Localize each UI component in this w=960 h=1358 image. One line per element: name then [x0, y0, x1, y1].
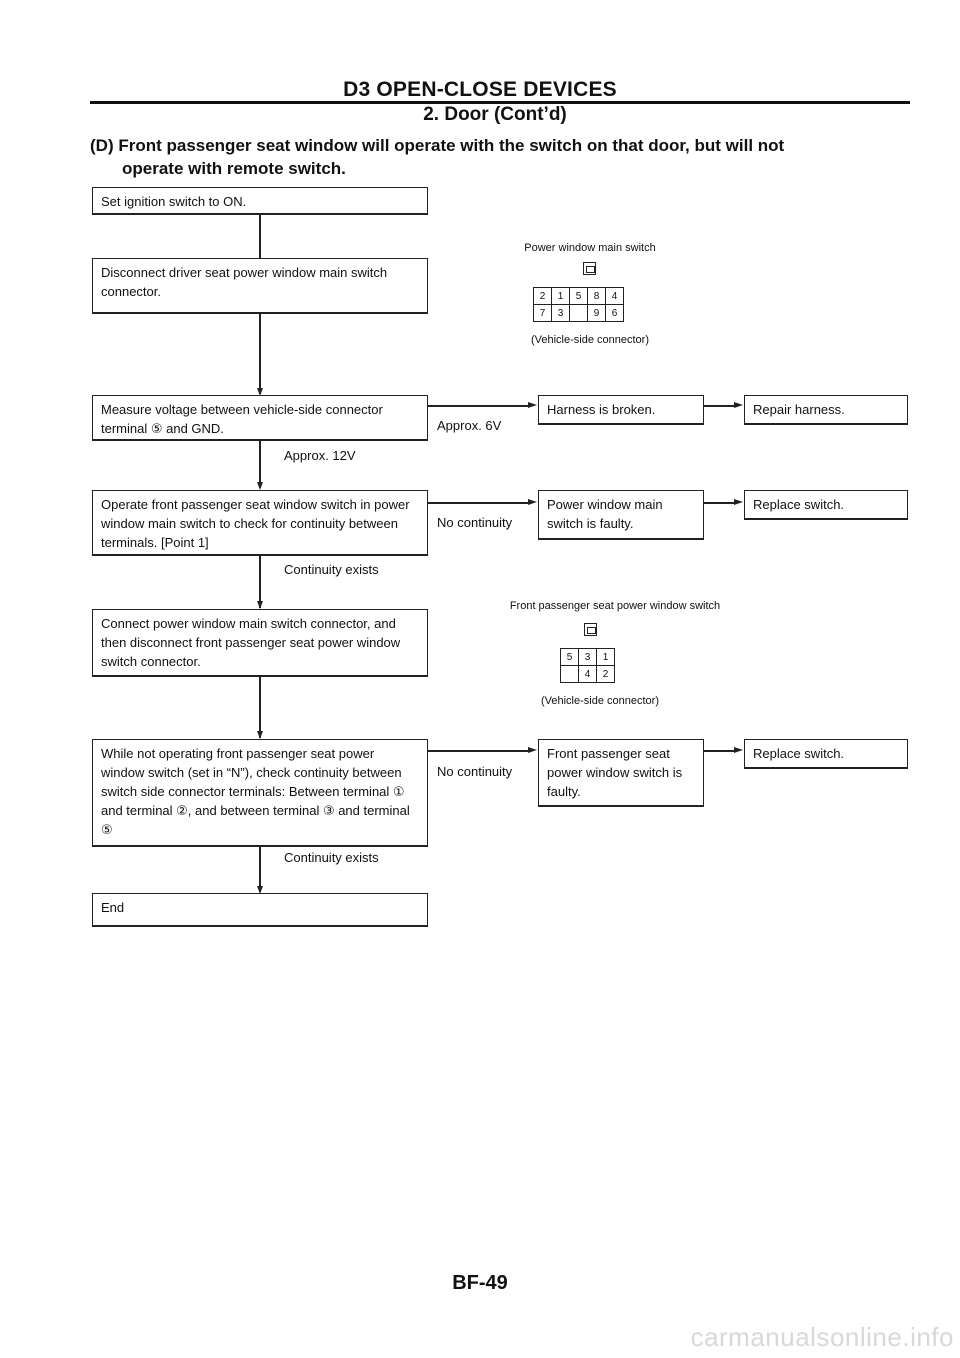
pin-cell: 5 [570, 288, 588, 305]
label-no-continuity: No continuity [437, 764, 513, 779]
step-measure-voltage: Measure voltage between vehicle-side connector terminal ⑤ and GND. [92, 395, 428, 441]
pin-cell: 4 [579, 666, 597, 683]
connector-passenger-title: Front passenger seat power window switch [509, 600, 721, 612]
label-approx-12v: Approx. 12V [284, 448, 356, 463]
action-repair-harness: Repair harness. [744, 395, 908, 425]
pin-cell: 9 [588, 305, 606, 322]
arrow-right-icon [734, 747, 743, 753]
label-continuity-exists: Continuity exists [284, 850, 379, 865]
branch-connector [428, 502, 530, 504]
pin-cell: 1 [552, 288, 570, 305]
flow-connector [259, 440, 261, 488]
step-check-continuity-main: Operate front passenger seat window switch in power window main switch to check for continuity between terminals. [Point 1] [92, 490, 428, 556]
pin-cell: 2 [534, 288, 552, 305]
connector-key-icon [583, 262, 596, 275]
arrow-down-icon [257, 731, 263, 739]
pin-cell [570, 305, 588, 322]
procedure-heading [90, 134, 890, 180]
label-no-continuity: No continuity [437, 515, 513, 530]
connector-passenger-caption: (Vehicle-side connector) [540, 695, 659, 707]
pin-cell: 1 [597, 649, 615, 666]
flow-connector [259, 214, 261, 258]
pin-cell: 6 [606, 305, 624, 322]
subsection-title: 2. Door (Cont’d) [423, 104, 567, 125]
result-main-switch-faulty: Power window main switch is faulty. [538, 490, 704, 540]
pin-cell [561, 666, 579, 683]
branch-connector [704, 405, 736, 407]
arrow-right-icon [528, 499, 537, 505]
label-continuity-exists: Continuity exists [284, 562, 379, 577]
step-check-continuity-passenger: While not operating front passenger seat power window switch (set in “N”), check continuity between switch side connector terminals: Between terminal ① and terminal ②, and between terminal ③ and terminal ⑤ [92, 739, 428, 847]
pin-cell: 2 [597, 666, 615, 683]
connector-key-icon [584, 623, 597, 636]
pin-cell: 8 [588, 288, 606, 305]
flow-connector [259, 676, 261, 738]
pin-cell: 7 [534, 305, 552, 322]
pin-cell: 4 [606, 288, 624, 305]
pin-cell: 3 [579, 649, 597, 666]
connector-passenger-pinout [560, 648, 615, 683]
connector-main-title: Power window main switch [524, 242, 656, 254]
watermark: carmanualsonline.info [690, 1322, 954, 1352]
label-approx-6v: Approx. 6V [437, 418, 502, 433]
connector-main-pinout [533, 287, 624, 322]
arrow-right-icon [734, 402, 743, 408]
arrow-right-icon [528, 402, 537, 408]
pin-cell: 5 [561, 649, 579, 666]
arrow-down-icon [257, 601, 263, 609]
arrow-right-icon [528, 747, 537, 753]
step-set-ignition: Set ignition switch to ON. [92, 187, 428, 215]
branch-connector [704, 750, 736, 752]
step-connect-disconnect: Connect power window main switch connector, and then disconnect front passenger seat power window switch connector. [92, 609, 428, 677]
pin-cell: 3 [552, 305, 570, 322]
section-title: D3 OPEN-CLOSE DEVICES [343, 78, 617, 101]
flow-connector [259, 312, 261, 394]
step-end: End [92, 893, 428, 927]
heading-line-2: operate with remote switch. [122, 159, 346, 178]
result-harness-broken: Harness is broken. [538, 395, 704, 425]
heading-line-1: (D) Front passenger seat window will operate with the switch on that door, but will not [90, 136, 785, 155]
page-number: BF-49 [452, 1272, 508, 1294]
connector-main-caption: (Vehicle-side connector) [530, 334, 649, 346]
arrow-right-icon [734, 499, 743, 505]
result-passenger-switch-faulty: Front passenger seat power window switch is faulty. [538, 739, 704, 807]
branch-connector [428, 405, 530, 407]
branch-connector [428, 750, 530, 752]
action-replace-switch: Replace switch. [744, 739, 908, 769]
action-replace-switch: Replace switch. [744, 490, 908, 520]
arrow-down-icon [257, 482, 263, 490]
branch-connector [704, 502, 736, 504]
step-disconnect-main-switch: Disconnect driver seat power window main switch connector. [92, 258, 428, 314]
